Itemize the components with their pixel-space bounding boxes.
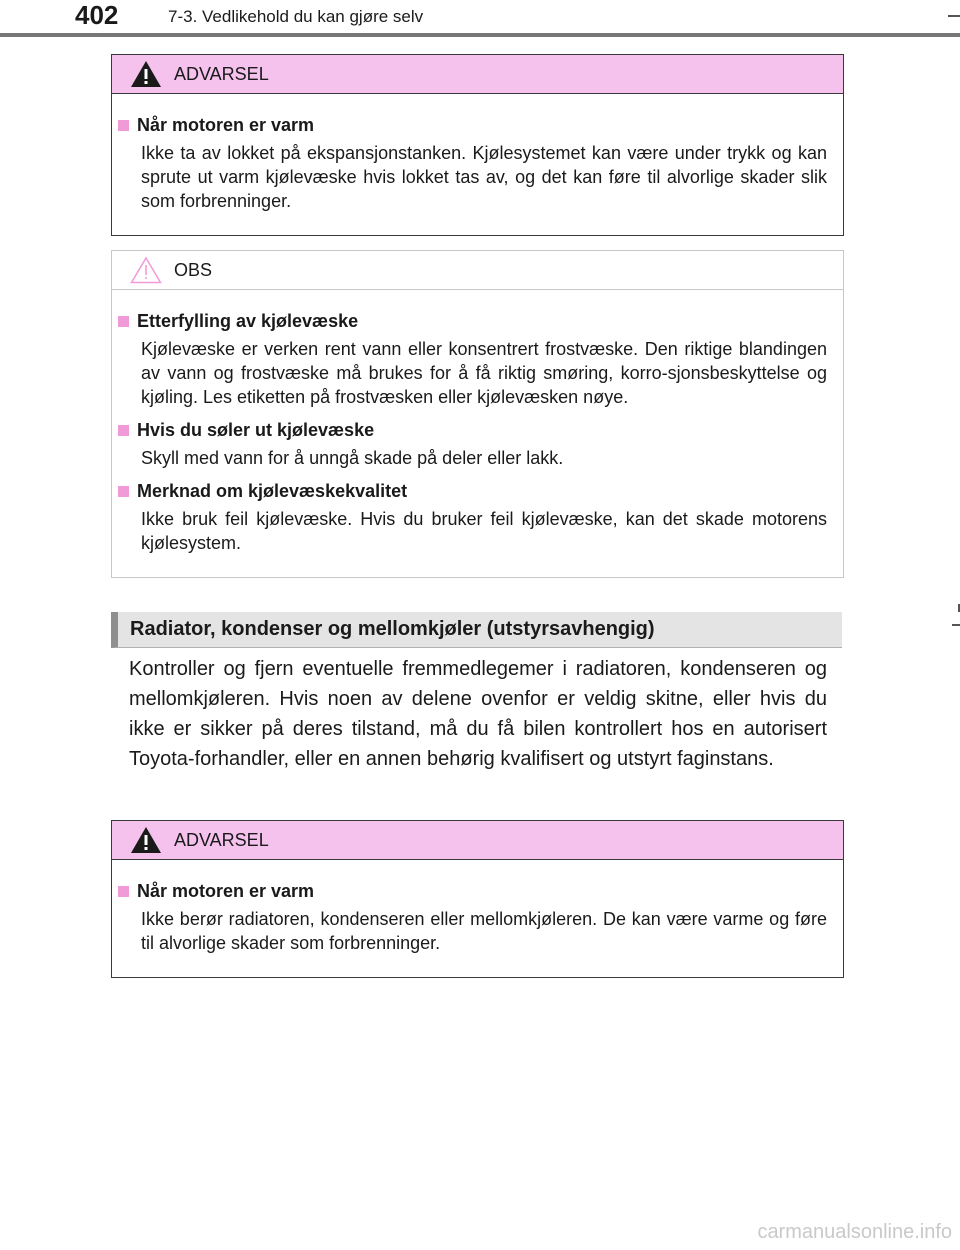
section-heading: Radiator, kondenser og mellomkjøler (utstyrsavhengig) (111, 612, 842, 648)
notice-item-text: Kjølevæske er verken rent vann eller konsentrert frostvæske. Den riktige blandingen av vann og frostvæske må brukes for å få riktig smøring, korro-sjonsbeskyttelse og kjøling. Les etiketten på frostvæsken eller kjølevæsken nøye. (141, 339, 827, 407)
warning-triangle-icon (130, 60, 162, 88)
warning-item-text: Ikke berør radiatoren, kondenseren eller mellomkjøleren. De kan være varme og føre til alvorlige skader som forbrenninger. (141, 909, 827, 953)
page-number: 402 (75, 0, 119, 30)
warning-item (118, 880, 827, 955)
notice-item (118, 419, 827, 470)
warning-box (111, 820, 844, 978)
warning-item-text: Ikke ta av lokket på ekspansjonstanken. Kjølesystemet kan være under trykk og kan sprute ut varm kjølevæske hvis lokket tas av, og det kan føre til alvorlige skader slik som forbrenninger. (141, 143, 827, 211)
notice-label: OBS (174, 260, 213, 280)
body-paragraph: Kontroller og fjern eventuelle fremmedlegemer i radiatoren, kondenseren og mellomkjøleren. Hvis noen av delene ovenfor er veldig skitne, eller hvis du ikke er sikker på deres tilstand, må du få bilen kontrollert hos en autorisert Toyota-forhandler, eller en annen behørig kvalifisert og utstyrt faginstans. (129, 658, 827, 770)
outline-warning-triangle-icon (130, 256, 162, 284)
chapter-title: 7-3. Vedlikehold du kan gjøre selv (168, 7, 424, 26)
square-bullet-icon (118, 120, 129, 131)
notice-box (111, 250, 844, 578)
square-bullet-icon (118, 486, 129, 497)
warning-item-title: Når motoren er varm (137, 881, 315, 901)
notice-item (118, 310, 827, 409)
warning-item-title: Når motoren er varm (137, 115, 315, 135)
notice-item-text: Skyll med vann for å unngå skade på deler eller lakk. (141, 448, 564, 468)
watermark: carmanualsonline.info (757, 1221, 952, 1243)
warning-triangle-icon (130, 826, 162, 854)
notice-item-text: Ikke bruk feil kjølevæske. Hvis du bruker feil kjølevæske, kan det skade motorens kjølesystem. (141, 509, 827, 553)
warning-box-header (112, 55, 843, 94)
crop-mark (948, 15, 960, 17)
warning-label: ADVARSEL (174, 830, 269, 850)
warning-box (111, 54, 844, 236)
square-bullet-icon (118, 886, 129, 897)
header-rule (0, 33, 960, 37)
square-bullet-icon (118, 425, 129, 436)
square-bullet-icon (118, 316, 129, 327)
notice-item-title: Merknad om kjølevæskekvalitet (137, 481, 408, 501)
crop-mark (952, 624, 960, 626)
warning-item (118, 114, 827, 213)
warning-label: ADVARSEL (174, 64, 269, 84)
notice-box-header (112, 251, 843, 290)
notice-item-title: Hvis du søler ut kjølevæske (137, 420, 375, 440)
warning-box-header (112, 821, 843, 860)
notice-item (118, 480, 827, 555)
notice-item-title: Etterfylling av kjølevæske (137, 311, 359, 331)
